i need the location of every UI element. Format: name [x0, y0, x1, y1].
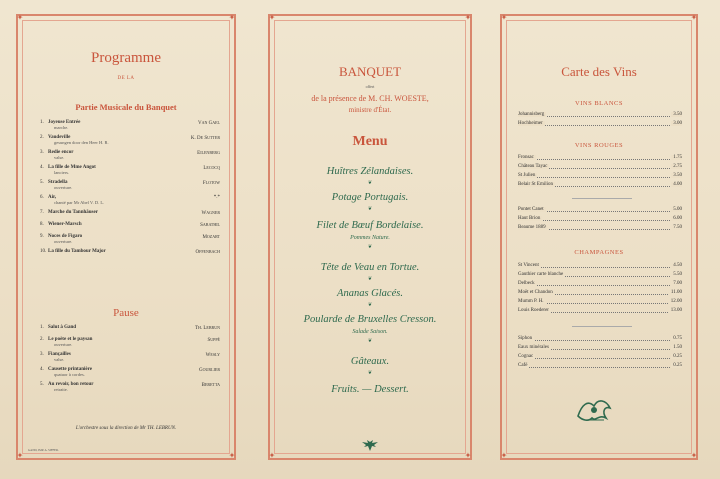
- programme-detail: ouverture.: [54, 185, 73, 190]
- ornament-star-icon: ❦: [367, 339, 373, 344]
- programme-detail: marche.: [54, 125, 69, 130]
- wine-row: [518, 336, 682, 345]
- programme-composer: Wesly: [205, 353, 220, 358]
- vins-rouges-list-b: [518, 207, 682, 234]
- programme-piece: Wiener-Marsch: [48, 222, 82, 227]
- wine-name: Louis Roederer: [518, 308, 549, 313]
- offert-label: offert: [365, 84, 375, 89]
- programme-piece: La fille du Tambour Major: [48, 249, 106, 254]
- programme-detail: valse.: [54, 155, 65, 160]
- wine-row: [518, 354, 682, 363]
- vins-rouges-list-a: [518, 155, 682, 191]
- programme-row: [40, 210, 220, 222]
- programme-piece: Stradella: [48, 180, 68, 185]
- programme-num: 2.: [40, 135, 44, 140]
- corner-ornament-icon: ✦: [464, 13, 472, 22]
- wine-row: [518, 345, 682, 354]
- wine-price: 3.50: [673, 112, 682, 117]
- ornament-star-icon: ❦: [367, 245, 373, 250]
- programme-num: 3.: [40, 150, 44, 155]
- programme-detail: chanté par Mr Abel V. D. L.: [54, 200, 105, 205]
- ornament-star-icon: ❦: [367, 207, 373, 212]
- vins-rouges-title: VINS ROUGES: [574, 142, 624, 149]
- wine-name: St Vincent: [518, 263, 539, 268]
- programme-row: [40, 180, 220, 195]
- wine-row: [518, 363, 682, 372]
- wine-name: Belair St Emilion: [518, 182, 553, 187]
- programme-composer: Suppé: [207, 338, 220, 343]
- wine-row: [518, 182, 682, 191]
- wine-row: [518, 299, 682, 308]
- programme-detail: valse.: [54, 357, 65, 362]
- programme-piece: Redie encor: [48, 150, 74, 155]
- programme-detail: retraite.: [54, 387, 68, 392]
- divider: [572, 326, 632, 327]
- menu-dish: Huîtres Zélandaises.: [326, 166, 414, 177]
- programme-subtitle: Partie Musicale du Banquet: [75, 102, 177, 112]
- wine-price: 5.00: [673, 207, 682, 212]
- pause-title: Pause: [113, 307, 139, 319]
- programme-num: 10.: [40, 249, 47, 254]
- programme-num: 1.: [40, 120, 44, 125]
- programme-piece: Vaudeville: [48, 135, 71, 140]
- dot-leader: [518, 220, 682, 221]
- programme-composer: Van Gael: [197, 121, 220, 126]
- champagnes-title: CHAMPAGNES: [574, 249, 624, 256]
- programme-piece: Salut à Gand: [48, 325, 77, 330]
- programme-composer: Wagner: [201, 211, 220, 216]
- wine-row: [518, 308, 682, 317]
- wine-name: Delbeck: [518, 281, 535, 286]
- programme-num: 6.: [40, 195, 44, 200]
- programme-detail: gesungen door den Heer H. R.: [54, 140, 109, 145]
- dot-leader: [518, 340, 682, 341]
- wine-name: Hochheimer: [518, 121, 543, 126]
- wine-name: Fronsac: [518, 155, 534, 160]
- programme-row: [40, 165, 220, 180]
- programme-composer: K. De Sutter: [190, 136, 220, 141]
- wine-row: [518, 263, 682, 272]
- programme-piece: Air,: [48, 195, 57, 200]
- programme-num: 3.: [40, 352, 44, 357]
- programme-piece: Joyeuse Entrée: [48, 120, 81, 125]
- wine-price: 7.00: [673, 281, 682, 286]
- programme-num: 1.: [40, 325, 44, 330]
- wine-name: Mumm P. H.: [518, 299, 544, 304]
- menu-dish: Filet de Bœuf Bordelaise.: [316, 220, 424, 231]
- pause-list: [40, 325, 220, 397]
- programme-row: [40, 135, 220, 150]
- corner-ornament-icon: ✦: [16, 451, 24, 460]
- wine-name: Moët et Chandon: [518, 290, 553, 295]
- dot-leader: [518, 285, 682, 286]
- programme-composer: Th. Lebrun: [194, 326, 220, 331]
- corner-ornament-icon: ✦: [500, 13, 508, 22]
- programme-detail: ouverture.: [54, 239, 73, 244]
- wine-price: 7.50: [673, 225, 682, 230]
- wine-price: 0.25: [673, 354, 682, 359]
- programme-num: 8.: [40, 222, 44, 227]
- wine-row: [518, 216, 682, 225]
- programme-list: [40, 120, 220, 261]
- programme-panel: [16, 14, 236, 460]
- menu-dish: Ananas Glacés.: [337, 288, 403, 299]
- corner-ornament-icon: ✦: [690, 451, 698, 460]
- menu-dish: Gâteaux.: [350, 356, 390, 367]
- programme-title: Programme: [91, 50, 161, 66]
- corner-ornament-icon: ✦: [268, 451, 276, 460]
- corner-ornament-icon: ✦: [228, 13, 236, 22]
- champagnes-list: [518, 263, 682, 317]
- banquet-title: BANQUET: [338, 64, 402, 79]
- wine-name: Eaux minérales: [518, 345, 549, 350]
- programme-num: 2.: [40, 337, 44, 342]
- wine-name: Pontet Canet: [518, 207, 544, 212]
- corner-ornament-icon: ✦: [268, 13, 276, 22]
- corner-ornament-icon: ✦: [500, 451, 508, 460]
- presence-line: de la présence de M. CH. WOESTE,: [311, 94, 429, 103]
- programme-num: 4.: [40, 165, 44, 170]
- wine-price: 0.75: [673, 336, 682, 341]
- ornament-star-icon: ❦: [367, 303, 373, 308]
- programme-piece: Marche du Tannhäuser: [48, 210, 98, 215]
- programme-row: [40, 382, 220, 397]
- wine-price: 12.00: [670, 299, 682, 304]
- wine-row: [518, 290, 682, 299]
- wine-price: 11.00: [670, 290, 682, 295]
- wine-name: Haut Brion: [518, 216, 541, 221]
- programme-row: [40, 352, 220, 367]
- crest-emblem-icon: [574, 394, 614, 429]
- menu-dish-side: Salade Saison.: [352, 329, 388, 335]
- dot-leader: [518, 358, 682, 359]
- wine-name: Beaume 1889: [518, 225, 546, 230]
- wine-price: 1.75: [673, 155, 682, 160]
- dot-leader: [518, 267, 682, 268]
- wine-row: [518, 164, 682, 173]
- programme-piece: Au revoir, bon retour: [48, 382, 94, 387]
- printer-mark: GAND, IMP. A. SIFFER.: [28, 448, 59, 452]
- wine-name: Johannisberg: [518, 112, 545, 117]
- programme-composer: Beretta: [201, 383, 220, 388]
- wine-price: 6.00: [673, 216, 682, 221]
- programme-composer: *.*: [213, 195, 220, 200]
- ministre-line: ministre d'État.: [348, 106, 392, 114]
- programme-piece: Noces de Figaro: [48, 234, 83, 239]
- wine-name: Cognac: [518, 354, 534, 359]
- wine-name: St Julien: [518, 173, 536, 178]
- wine-panel: [500, 14, 698, 460]
- wine-row: [518, 281, 682, 290]
- vins-blancs-title: VINS BLANCS: [575, 100, 623, 107]
- programme-row: [40, 150, 220, 165]
- programme-num: 5.: [40, 180, 44, 185]
- programme-num: 5.: [40, 382, 44, 387]
- menu-dish: Fruits. — Dessert.: [331, 384, 409, 395]
- wine-name: Gauthier carte blanche: [518, 272, 564, 277]
- programme-composer: Offenbach: [195, 250, 220, 255]
- programme-sub-de-la: DE LA: [117, 76, 135, 81]
- wine-price: 2.75: [673, 164, 682, 169]
- dot-leader: [518, 159, 682, 160]
- corner-ornament-icon: ✦: [16, 13, 24, 22]
- menu-panel: [268, 14, 472, 460]
- wine-name: Siphon: [518, 336, 533, 341]
- ornament-star-icon: ❦: [367, 277, 373, 282]
- wine-price: 13.00: [670, 308, 682, 313]
- menu-dish: Poularde de Bruxelles Cresson.: [303, 314, 437, 325]
- wine-price: 3.00: [673, 121, 682, 126]
- menu-dish: Potage Portugais.: [331, 192, 409, 203]
- programme-row: [40, 222, 220, 234]
- dot-leader: [518, 177, 682, 178]
- programme-num: 4.: [40, 367, 44, 372]
- eagle-emblem-icon: [270, 440, 470, 455]
- wine-name: Café: [518, 363, 528, 368]
- programme-row: [40, 234, 220, 249]
- programme-row: [40, 195, 220, 210]
- ornament-star-icon: ❦: [367, 181, 373, 186]
- wine-row: [518, 121, 682, 130]
- wine-row: [518, 225, 682, 234]
- wine-row: [518, 112, 682, 121]
- corner-ornament-icon: ✦: [228, 451, 236, 460]
- programme-composer: Eilenberg: [197, 151, 220, 156]
- programme-composer: Flotow: [202, 181, 220, 186]
- corner-ornament-icon: ✦: [690, 13, 698, 22]
- wine-price: 5.50: [673, 272, 682, 277]
- wine-price: 4.50: [673, 263, 682, 268]
- programme-num: 7.: [40, 210, 44, 215]
- programme-row: [40, 337, 220, 352]
- programme-row: [40, 120, 220, 135]
- wine-row: [518, 173, 682, 182]
- wine-row: [518, 155, 682, 164]
- wine-row: [518, 272, 682, 281]
- programme-composer: Mozart: [202, 235, 220, 240]
- menu-heading: Menu: [352, 134, 388, 149]
- divider: [572, 198, 632, 199]
- programme-row: [40, 367, 220, 382]
- programme-composer: Sabathil: [200, 223, 220, 228]
- menu-dish-side: Pommes Nature.: [350, 235, 390, 241]
- ornament-star-icon: ❦: [367, 371, 373, 376]
- wine-row: [518, 207, 682, 216]
- vins-blancs-list: [518, 112, 682, 130]
- programme-row: [40, 249, 220, 261]
- wine-price: 0.25: [673, 363, 682, 368]
- corner-ornament-icon: ✦: [464, 451, 472, 460]
- programme-piece: La fille de Mme Angot: [48, 165, 96, 170]
- programme-num: 9.: [40, 234, 44, 239]
- programme-composer: Lecocq: [203, 166, 220, 171]
- orchestra-footer: L'orchestre sous la direction de Mr TH. LEBRUN.: [75, 426, 177, 431]
- menu-dish: Tête de Veau en Tortue.: [320, 262, 420, 273]
- wine-price: 1.50: [673, 345, 682, 350]
- programme-detail: lanciers.: [54, 170, 70, 175]
- programme-detail: quatuor à cordes.: [54, 372, 85, 377]
- divers-list: [518, 336, 682, 372]
- programme-piece: Le poète et le paysan: [48, 337, 93, 342]
- programme-composer: Gourlier: [199, 368, 220, 373]
- dot-leader: [518, 367, 682, 368]
- programme-row: [40, 325, 220, 337]
- wine-title: Carte des Vins: [561, 64, 637, 79]
- wine-price: 4.00: [673, 182, 682, 187]
- wine-name: Château Tayac: [518, 164, 548, 169]
- programme-detail: ouverture.: [54, 342, 73, 347]
- programme-piece: Fiançailles: [48, 352, 71, 357]
- wine-price: 3.50: [673, 173, 682, 178]
- programme-piece: Causette printanière: [48, 367, 92, 372]
